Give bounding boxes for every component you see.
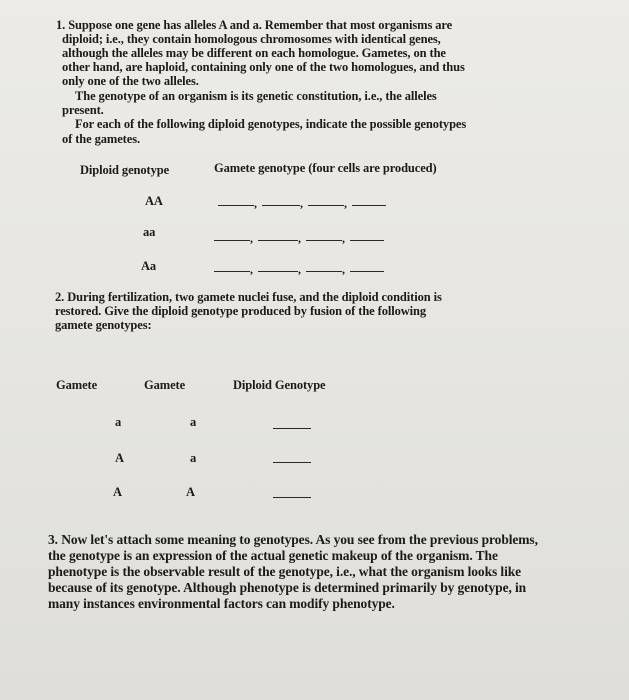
q1-line-5: only one of the two alleles. [62,74,199,88]
answer-blank[interactable] [273,497,311,498]
q3-line-5: many instances environmental factors can modify phenotype. [48,596,395,611]
q1-line-3: although the alleles may be different on each homologue. Gametes, on the [62,46,446,60]
answer-blank[interactable] [306,240,342,241]
q2-gamete-2: a [190,451,197,465]
q3-line-1: 3. Now let's attach some meaning to genotypes. As you see from the previous problems, [48,532,538,547]
answer-blank[interactable] [214,240,250,241]
answer-blank[interactable] [308,205,344,206]
q2-gamete-1: a [115,415,122,429]
answer-blank[interactable] [306,271,342,272]
answer-blank[interactable] [218,205,254,206]
q2-gamete-1: A [115,451,124,465]
q3-line-3: phenotype is the observable result of the genotype, i.e., what the organism looks like [48,564,522,579]
comma: , [298,262,301,276]
q1-row-genotype: AA [145,194,163,208]
q1-line-1: 1. Suppose one gene has alleles A and a. Remember that most organisms are [56,18,453,32]
q2-line-2: restored. Give the diploid genotype produced by fusion of the following [55,304,427,318]
q1-line-4: other hand, are haploid, containing only one of the two homologues, and thus [62,60,465,74]
answer-blank[interactable] [350,240,384,241]
q1-header-diploid: Diploid genotype [80,163,170,177]
q1-line-8: For each of the following diploid genotypes, indicate the possible genotypes [75,117,467,131]
q2-line-1: 2. During fertilization, two gamete nuclei fuse, and the diploid condition is [55,290,442,304]
comma: , [342,231,345,245]
q2-gamete-2: A [186,485,195,499]
q1-row-genotype: aa [143,225,156,239]
q1-header-gamete: Gamete genotype (four cells are produced) [214,161,437,175]
answer-blank[interactable] [262,205,300,206]
comma: , [254,196,257,210]
comma: , [344,196,347,210]
q1-line-9: of the gametes. [62,132,140,146]
comma: , [342,262,345,276]
q2-gamete-2: a [190,415,197,429]
q2-line-3: gamete genotypes: [55,318,152,332]
comma: , [250,262,253,276]
q1-line-6: The genotype of an organism is its genetic constitution, i.e., the alleles [75,89,437,103]
q3-line-2: the genotype is an expression of the actual genetic makeup of the organism. The [48,548,498,563]
comma: , [250,231,253,245]
q1-row-genotype: Aa [141,259,157,273]
answer-blank[interactable] [352,205,386,206]
q1-line-2: diploid; i.e., they contain homologous chromosomes with identical genes, [62,32,441,46]
q1-line-7: present. [62,103,104,117]
q3-line-4: because of its genotype. Although phenotype is determined primarily by genotype, in [48,580,527,595]
q2-header-gamete-1: Gamete [56,378,98,392]
answer-blank[interactable] [214,271,250,272]
answer-blank[interactable] [350,271,384,272]
answer-blank[interactable] [273,428,311,429]
comma: , [300,196,303,210]
q2-header-gamete-2: Gamete [144,378,186,392]
q2-gamete-1: A [113,485,122,499]
answer-blank[interactable] [273,462,311,463]
comma: , [298,231,301,245]
q2-header-diploid-genotype: Diploid Genotype [233,378,326,392]
answer-blank[interactable] [258,271,298,272]
answer-blank[interactable] [258,240,298,241]
